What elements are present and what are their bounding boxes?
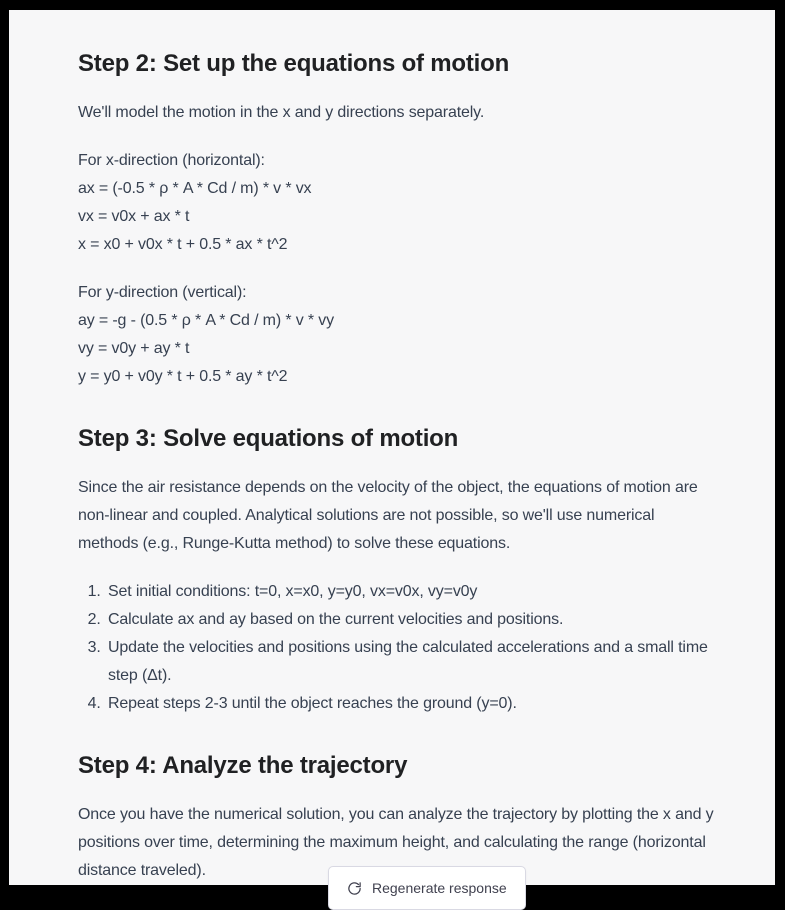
equation-line: ax = (-0.5 * ρ * A * Cd / m) * v * vx (78, 180, 312, 197)
list-item: 1. Set initial conditions: t=0, x=x0, y=y0, vx=v0x, vy=v0y (105, 578, 718, 606)
equation-line: ay = -g - (0.5 * ρ * A * Cd / m) * v * vy (78, 312, 334, 329)
equation-group-y-direction (78, 279, 718, 391)
equation-line: x = x0 + v0x * t + 0.5 * ax * t^2 (78, 236, 288, 253)
list-item: 3. Update the velocities and positions using the calculated accelerations and a small time step (Δt). (105, 634, 718, 690)
equation-line: vy = v0y + ay * t (78, 340, 190, 357)
intro-paragraph-step-4: Once you have the numerical solution, you can analyze the trajectory by plotting the x and y positions over time, determining the maximum height, and calculating the range (horizontal distance traveled). (78, 806, 714, 879)
section-heading-step-2: Step 2: Set up the equations of motion (78, 50, 510, 77)
assistant-message (9, 10, 718, 885)
regenerate-button-label: Regenerate response (372, 880, 507, 896)
equation-line: vx = v0x + ax * t (78, 208, 190, 225)
equation-line: y = y0 + v0y * t + 0.5 * ay * t^2 (78, 368, 288, 385)
regenerate-response-button[interactable] (328, 866, 526, 910)
intro-paragraph-step-3: Since the air resistance depends on the velocity of the object, the equations of motion are non-linear and coupled. Analytical solutions are not possible, so we'll use numerical methods (e.g., Runge-Kutta method) to solve these equations. (78, 479, 698, 552)
equation-group-x-direction (78, 147, 718, 259)
regenerate-icon (347, 881, 362, 896)
chat-response-window (9, 10, 775, 896)
list-item: 4. Repeat steps 2-3 until the object reaches the ground (y=0). (105, 690, 718, 718)
list-item: 2. Calculate ax and ay based on the current velocities and positions. (105, 606, 718, 634)
section-heading-step-4: Step 4: Analyze the trajectory (78, 752, 408, 779)
equation-group-label: For x-direction (horizontal): (78, 152, 265, 169)
section-heading-step-3: Step 3: Solve equations of motion (78, 425, 459, 452)
numbered-steps-list (78, 578, 718, 718)
intro-paragraph-step-2: We'll model the motion in the x and y directions separately. (78, 104, 485, 121)
equation-group-label: For y-direction (vertical): (78, 284, 247, 301)
